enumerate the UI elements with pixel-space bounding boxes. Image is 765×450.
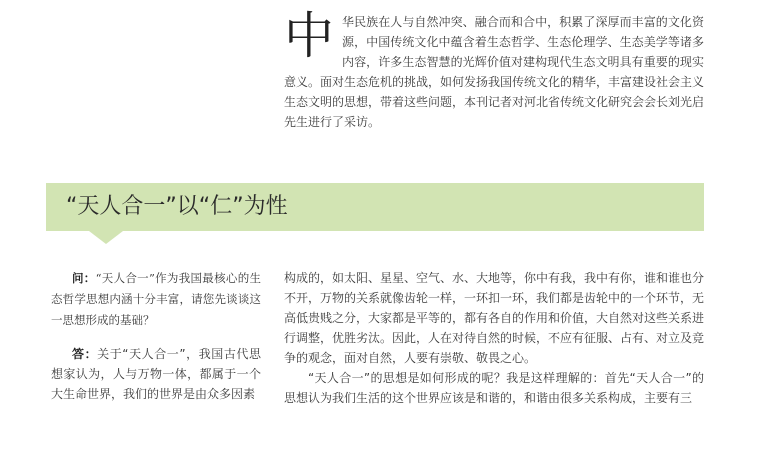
question-text: “天人合一”作为我国最核心的生态哲学思想内涵十分丰富，请您先谈谈这一思想形成的基础？ [51, 271, 261, 327]
right-paragraph-1: 构成的，如太阳、星星、空气、水、大地等，你中有我，我中有你，谁和谁也分不开，万物的关系就像齿轮一样，一环扣一环，我们都是齿轮中的一个环节，无高低贵贱之分，大家都是平等的，都有各自的作用和价值，大自然对这些关系进行调整，优胜劣汰。因此，人在对待自然的时候，不应有征服、占有、对立及竞争的观念，面对自然，人要有崇敬、敬畏之心。 [284, 271, 705, 365]
right-column [284, 268, 704, 408]
question-label: 问： [72, 271, 96, 285]
intro-text: 华民族在人与自然冲突、融合而和合中，积累了深厚而丰富的文化资源，中国传统文化中蕴含着生态哲学、生态伦理学、生态美学等诸多内容，许多生态智慧的光辉价值对建构现代生态文明具有重要的现实意义。面对生态危机的挑战，如何发扬我国传统文化的精华，丰富建设社会主义生态文明的思想，带着这些问题，本刊记者对河北省传统文化研究会会长刘光启先生进行了采访。 [284, 15, 705, 129]
section-title: “天人合一”以“仁”为性 [66, 194, 288, 219]
right-paragraph-2: “天人合一”的思想是如何形成的呢？我是这样理解的：首先“天人合一”的思想认为我们生活的这个世界应该是和谐的，和谐由很多关系构成，主要有三 [284, 371, 704, 405]
question [51, 268, 261, 331]
answer-text: 关于“天人合一”，我国古代思想家认为，人与万物一体，都属于一个大生命世界，我们的世界是由众多因素 [51, 347, 261, 401]
answer [51, 344, 261, 404]
section-banner [46, 183, 704, 231]
left-column [51, 268, 261, 404]
banner-notch [89, 231, 123, 244]
drop-cap: 中 [284, 7, 334, 65]
intro-block [284, 7, 705, 132]
answer-label: 答： [72, 347, 98, 361]
